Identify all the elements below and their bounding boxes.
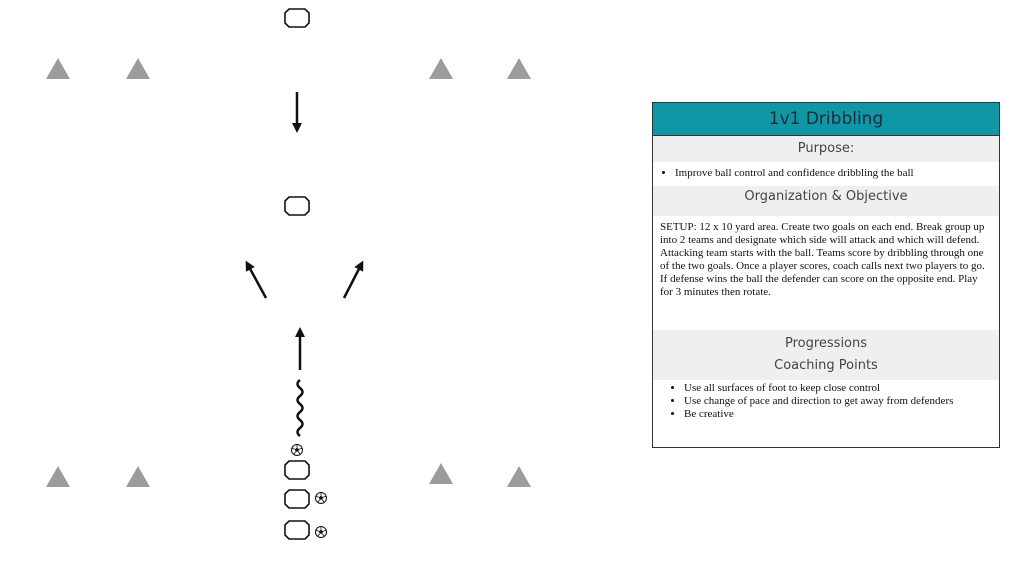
coaching-point-item: • Use change of pace and direction to get away from defenders [684, 395, 999, 408]
player-icon [285, 197, 309, 215]
cone-icon [429, 463, 453, 484]
drill-title: 1v1 Dribbling [653, 103, 999, 136]
drill-info-panel [652, 102, 1000, 448]
coaching-point-item: • Use all surfaces of foot to keep close control [684, 382, 999, 395]
soccer-ball-icon [316, 527, 327, 538]
cone-icon [46, 466, 70, 487]
cone-icon [507, 466, 531, 487]
player-icon [285, 490, 309, 508]
coaching-points-header: Coaching Points [774, 358, 878, 373]
purpose-item: • Improve ball control and confidence dribbling the ball [675, 166, 999, 181]
player-icon [285, 9, 309, 27]
progressions-block [653, 330, 999, 380]
soccer-ball-icon [292, 445, 303, 456]
cone-icon [46, 58, 70, 79]
dribble-squiggle-icon [298, 380, 303, 436]
setup-text: SETUP: 12 x 10 yard area. Create two goals on each end. Break group up into 2 teams and designate which side will attack and which will defend. Attacking team starts with the ball. Teams score by dribbling through one of the two goals. Once a player scores, coach calls next two players to go. If defense wins the ball the defender can score on the opposite end. Play for 3 minutes then rotate. [660, 221, 985, 298]
arrow-up-right-icon [344, 265, 361, 298]
player-icon [285, 461, 309, 479]
soccer-ball-icon [316, 493, 327, 504]
purpose-header: Purpose: [653, 136, 999, 162]
progressions-header: Progressions [784, 336, 868, 351]
arrow-up-left-icon [248, 265, 266, 298]
coaching-point-item: • Be creative [684, 408, 999, 421]
purpose-list [653, 162, 999, 186]
cone-icon [429, 58, 453, 79]
coaching-points-list [653, 380, 999, 421]
organization-header: Organization & Objective [653, 186, 999, 216]
cone-icon [507, 58, 531, 79]
player-icon [285, 521, 309, 539]
cone-icon [126, 466, 150, 487]
cone-icon [126, 58, 150, 79]
